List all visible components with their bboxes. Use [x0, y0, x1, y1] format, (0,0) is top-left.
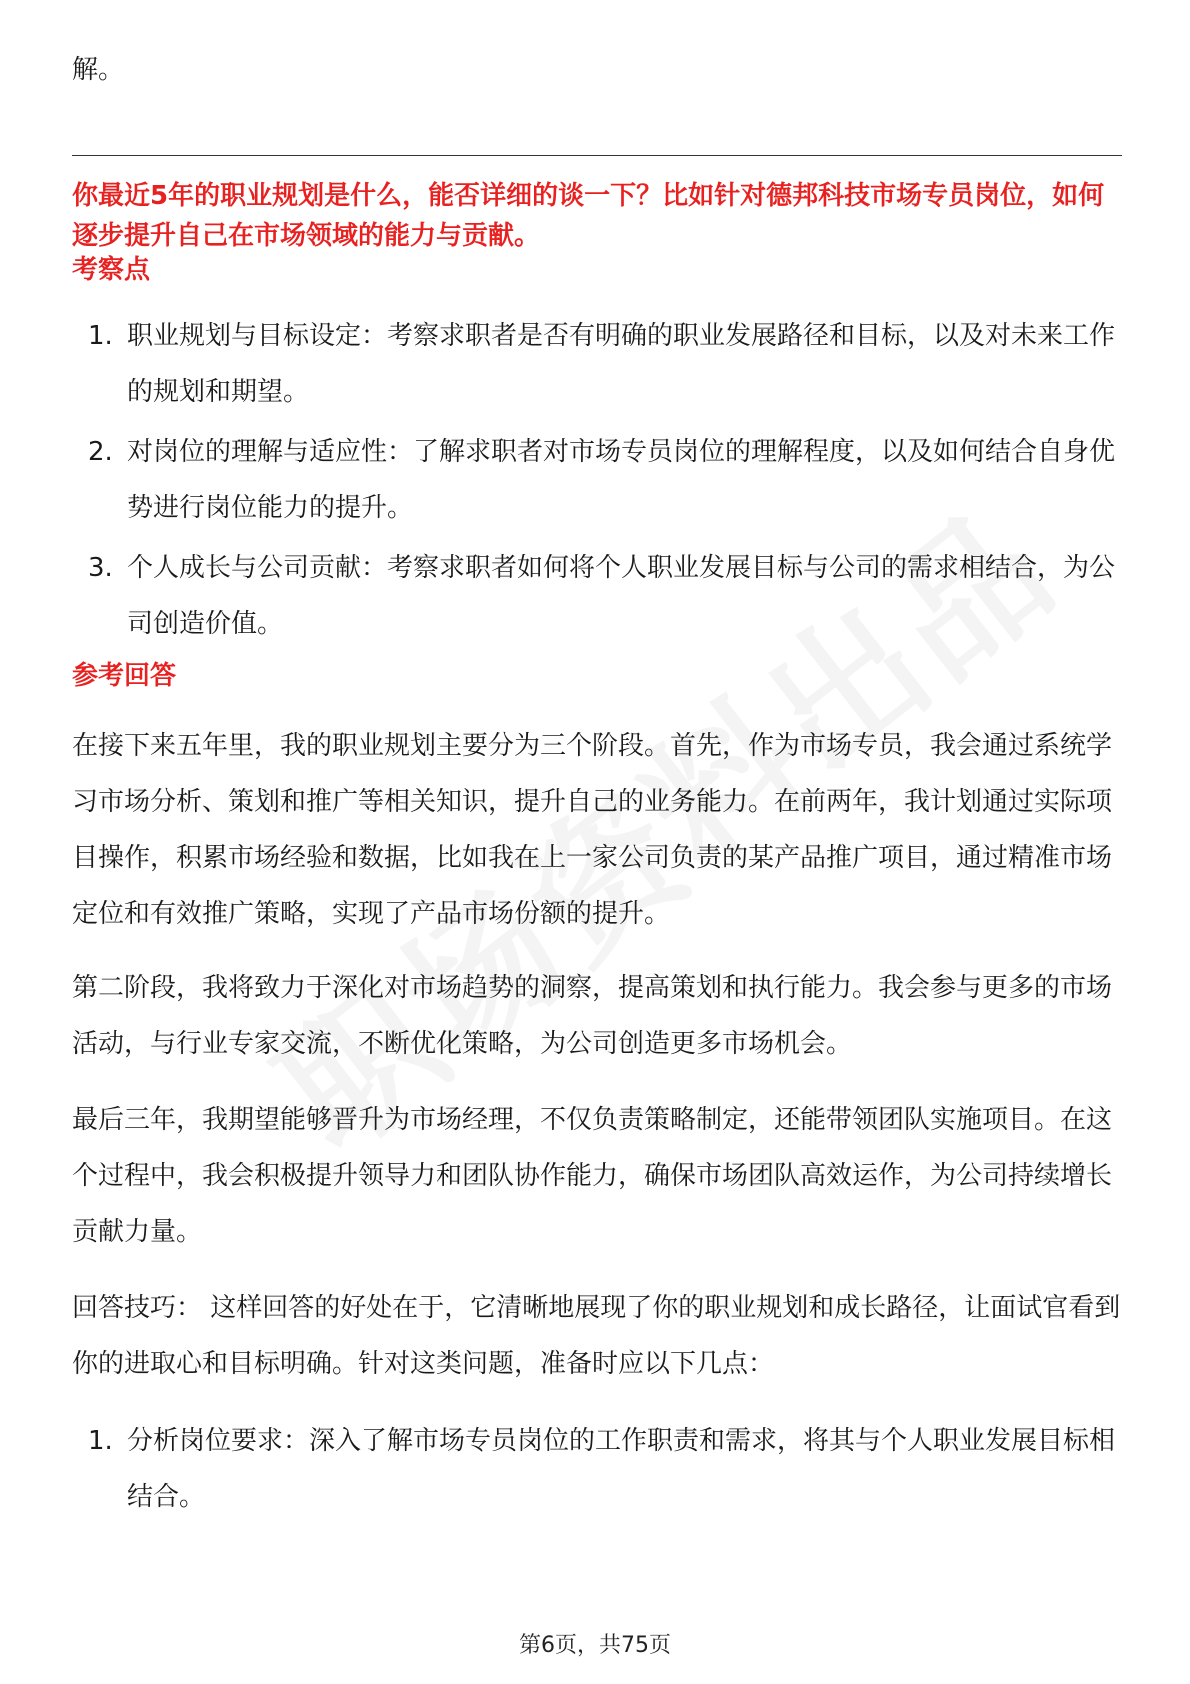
list-text: 分析岗位要求：深入了解市场专员岗位的工作职责和需求，将其与个人职业发展目标相结合。 — [127, 1426, 1116, 1512]
list-number: 1. — [88, 321, 113, 351]
list-item — [72, 308, 1122, 420]
answer-tips: 回答技巧： 这样回答的好处在于，它清晰地展现了你的职业规划和成长路径，让面试官看到你的进取心和目标明确。针对这类问题，准备时应以下几点： — [72, 1293, 1121, 1379]
answer-paragraph-2: 第二阶段，我将致力于深化对市场趋势的洞察，提高策划和执行能力。我会参与更多的市场活动，与行业专家交流，不断优化策略，为公司创造更多市场机会。 — [72, 973, 1113, 1059]
exam-points-heading: 考察点 — [72, 255, 151, 285]
list-text: 职业规划与目标设定：考察求职者是否有明确的职业发展路径和目标，以及对未来工作的规划和期望。 — [127, 321, 1116, 407]
list-item — [72, 1413, 1122, 1525]
list-item — [72, 540, 1122, 652]
tips-list — [72, 1413, 1122, 1529]
answer-paragraph-3: 最后三年，我期望能够晋升为市场经理，不仅负责策略制定，还能带领团队实施项目。在这个过程中，我会积极提升领导力和团队协作能力，确保市场团队高效运作，为公司持续增长贡献力量。 — [72, 1105, 1113, 1247]
list-number: 1. — [88, 1426, 113, 1456]
list-number: 3. — [88, 553, 113, 583]
page-footer: 第6页，共75页 — [519, 1633, 671, 1658]
reference-answer-heading: 参考回答 — [72, 661, 177, 691]
exam-points-list — [72, 308, 1122, 656]
answer-paragraph-1: 在接下来五年里，我的职业规划主要分为三个阶段。首先，作为市场专员，我会通过系统学习市场分析、策划和推广等相关知识，提升自己的业务能力。在前两年，我计划通过实际项目操作，积累市场经验和数据，比如我在上一家公司负责的某产品推广项目，通过精准市场定位和有效推广策略，实现了产品市场份额的提升。 — [72, 731, 1113, 929]
question-title: 你最近5年的职业规划是什么，能否详细的谈一下？比如针对德邦科技市场专员岗位，如何逐步提升自己在市场领域的能力与贡献。 — [72, 181, 1105, 251]
list-number: 2. — [88, 437, 113, 467]
divider — [72, 155, 1122, 156]
list-text: 对岗位的理解与适应性：了解求职者对市场专员岗位的理解程度，以及如何结合自身优势进行岗位能力的提升。 — [127, 437, 1116, 523]
top-fragment: 解。 — [72, 55, 125, 85]
list-text: 个人成长与公司贡献：考察求职者如何将个人职业发展目标与公司的需求相结合，为公司创造价值。 — [127, 553, 1116, 639]
list-item — [72, 424, 1122, 536]
